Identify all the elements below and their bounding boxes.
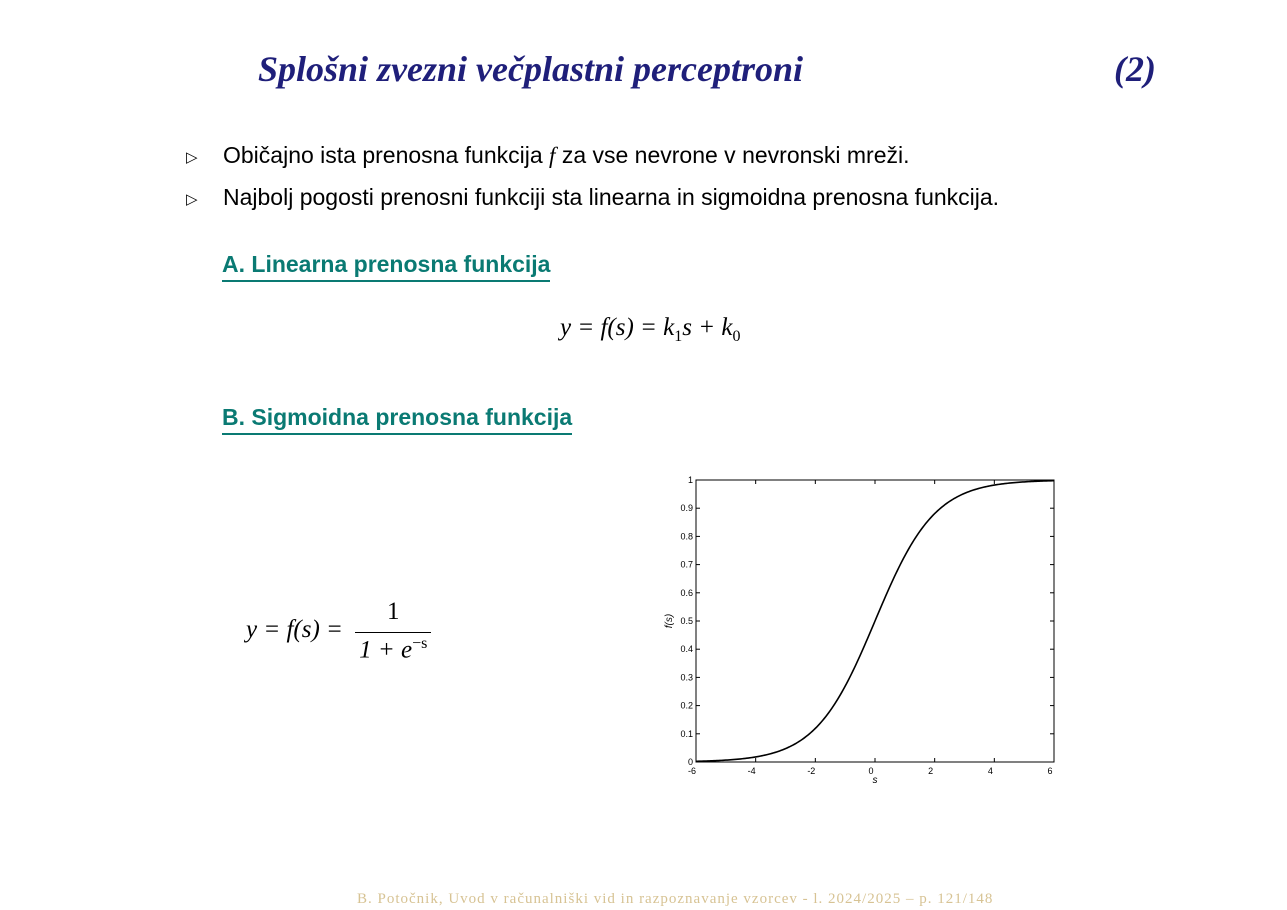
section-heading-sigmoid: B. Sigmoidna prenosna funkcija: [222, 404, 572, 435]
sigmoid-eq-denominator-base: 1 + e: [359, 636, 413, 664]
y-tick-label: 0.7: [680, 559, 693, 570]
linear-equation: [560, 314, 741, 346]
sigmoid-eq-denominator: [355, 632, 431, 664]
x-tick-label: 6: [1047, 766, 1053, 776]
x-axis-label: s: [872, 775, 878, 786]
slide-title: Splošni zvezni večplastni perceptroni: [258, 49, 804, 89]
bullet-list: [186, 140, 999, 224]
linear-eq-sub0: 0: [732, 328, 741, 345]
linear-eq-k1: k: [663, 314, 675, 341]
bullet-item: [186, 140, 999, 182]
linear-eq-lhs: y = f(s) =: [560, 314, 664, 341]
x-tick-label: 4: [987, 766, 993, 776]
y-tick-label: 0: [687, 757, 693, 767]
sigmoid-equation: [246, 598, 431, 664]
sigmoid-eq-numerator: 1: [387, 598, 400, 625]
bullet-triangle-icon: ▷: [186, 149, 198, 166]
x-tick-label: 2: [928, 766, 934, 776]
sigmoid-eq-fraction: [355, 598, 431, 664]
x-tick-label: -4: [747, 766, 756, 776]
y-tick-label: 0.2: [680, 700, 693, 711]
y-tick-label: 0.3: [680, 672, 693, 683]
x-tick-label: -2: [807, 766, 816, 776]
y-tick-label: 0.6: [680, 587, 693, 598]
bullet-text-after: za vse nevrone v nevronski mreži.: [561, 142, 910, 168]
y-tick-label: 0.4: [680, 644, 693, 655]
y-axis-label: f(s): [664, 613, 675, 629]
linear-eq-s: s +: [682, 314, 722, 341]
y-tick-label: 0.5: [680, 616, 693, 626]
linear-eq-sub1: 1: [674, 328, 683, 345]
sigmoid-curve: [696, 481, 1054, 762]
plot-frame: [696, 480, 1054, 762]
sigmoid-eq-lhs: y = f(s) =: [246, 615, 343, 643]
slide-number: (2): [1114, 49, 1156, 89]
slide-footer: B. Potočnik, Uvod v računalniški vid in razpoznavanje vzorcev - l. 2024/2025 – p. 121/148: [357, 891, 994, 907]
x-tick-label: 0: [868, 766, 874, 776]
sigmoid-eq-exponent: −s: [412, 635, 428, 652]
x-tick-label: -6: [687, 766, 697, 776]
linear-eq-k0: k: [721, 314, 733, 341]
bullet-math-f: f: [549, 143, 556, 168]
bullet-triangle-icon: ▷: [186, 191, 198, 208]
y-tick-label: 0.8: [680, 531, 693, 542]
section-heading-linear: A. Linearna prenosna funkcija: [222, 251, 550, 282]
y-tick-label: 0.1: [680, 728, 693, 739]
y-tick-label: 0.9: [680, 503, 693, 514]
bullet-item: [186, 182, 999, 224]
bullet-text: Najbolj pogosti prenosni funkciji sta linearna in sigmoidna prenosna funkcija.: [223, 184, 1000, 210]
bullet-text-before: Običajno ista prenosna funkcija: [223, 142, 543, 168]
y-tick-label: 1: [687, 475, 693, 485]
